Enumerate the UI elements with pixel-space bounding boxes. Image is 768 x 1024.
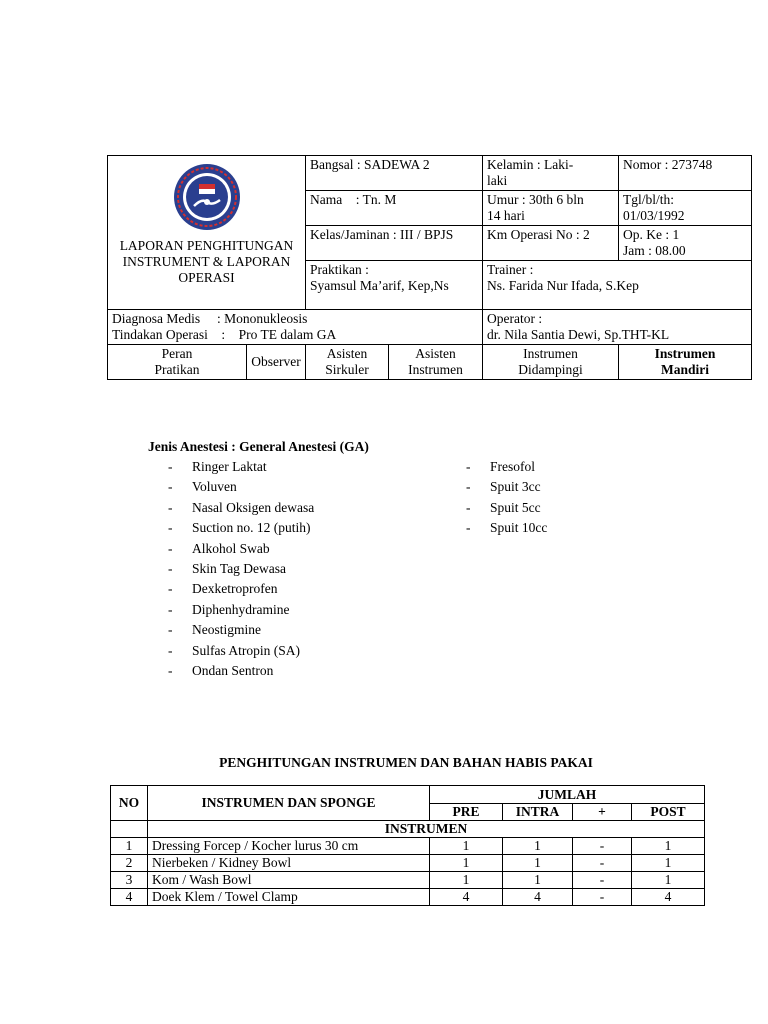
- row-number: 2: [111, 855, 148, 872]
- table-row: [111, 872, 705, 889]
- list-dash: -: [168, 540, 173, 556]
- row-pre-count: 1: [430, 855, 503, 872]
- header-table: [107, 155, 752, 380]
- operating-room-field: [483, 226, 619, 261]
- list-dash: -: [466, 520, 471, 536]
- anesthesia-item-label: Spuit 5cc: [490, 499, 541, 515]
- anesthesia-item: [148, 539, 448, 559]
- row-pre-count: 4: [430, 889, 503, 906]
- anesthesia-item: [148, 457, 448, 477]
- record-number-text: Nomor : 273748: [623, 157, 713, 172]
- list-dash: -: [168, 459, 173, 474]
- anesthesia-item-label: Spuit 3cc: [490, 479, 541, 495]
- class-insurance-text: Kelas/Jaminan : III / BPJS: [310, 227, 454, 242]
- operating-room-text: Km Operasi No : 2: [487, 227, 590, 242]
- table-row: [111, 838, 705, 855]
- anesthesia-item-label: Spuit 10cc: [490, 520, 548, 536]
- role-instrument-assistant: Asisten Instrumen: [389, 345, 483, 380]
- row-pre-count: 1: [430, 838, 503, 855]
- gender-field: Kelamin : Laki- laki: [483, 156, 619, 191]
- anesthesia-item: [148, 579, 448, 599]
- col-no-header: NO: [111, 786, 148, 821]
- row-plus-count: -: [573, 855, 632, 872]
- trainer-field: Trainer : Ns. Farida Nur Ifada, S.Kep: [483, 261, 752, 310]
- logo-title-cell: [108, 156, 306, 310]
- record-number-field: [619, 156, 752, 191]
- col-item-header: INSTRUMEN DAN SPONGE: [148, 786, 430, 821]
- instrument-section-label: INSTRUMEN: [148, 821, 705, 838]
- row-number: 3: [111, 872, 148, 889]
- row-plus-count: -: [573, 889, 632, 906]
- col-pre-header: PRE: [430, 804, 503, 821]
- anesthesia-item: [148, 620, 448, 640]
- role-independent-instrument: Instrumen Mandiri: [619, 345, 752, 380]
- operator-field: Operator : dr. Nila Santia Dewi, Sp.THT-KL: [483, 310, 752, 345]
- anesthesia-item-label: Diphenhydramine: [192, 601, 290, 617]
- row-item-name: Dressing Forcep / Kocher lurus 30 cm: [148, 838, 430, 855]
- row-item-name: Kom / Wash Bowl: [148, 872, 430, 889]
- list-dash: -: [168, 479, 173, 495]
- anesthesia-list-right: [446, 457, 646, 539]
- row-item-name: Nierbeken / Kidney Bowl: [148, 855, 430, 872]
- list-dash: -: [466, 459, 471, 474]
- list-dash: -: [466, 499, 471, 515]
- list-dash: -: [168, 662, 173, 678]
- col-plus-header: +: [573, 804, 632, 821]
- anesthesia-item-label: Suction no. 12 (putih): [192, 520, 311, 536]
- list-dash: -: [168, 499, 173, 515]
- anesthesia-item-label: Neostigmine: [192, 622, 261, 638]
- table-row: [111, 889, 705, 906]
- role-observer: Observer: [247, 345, 306, 380]
- row-post-count: 1: [632, 855, 705, 872]
- anesthesia-item: [148, 559, 448, 579]
- anesthesia-item: [148, 518, 448, 538]
- row-plus-count: -: [573, 872, 632, 889]
- birth-date-field: Tgl/bl/th: 01/03/1992: [619, 191, 752, 226]
- anesthesia-item: [148, 477, 448, 497]
- anesthesia-item-label: Nasal Oksigen dewasa: [192, 499, 315, 515]
- anesthesia-section: [148, 437, 648, 678]
- list-dash: -: [168, 601, 173, 617]
- list-dash: -: [168, 642, 173, 658]
- row-post-count: 4: [632, 889, 705, 906]
- anesthesia-item: [446, 498, 646, 518]
- row-item-name: Doek Klem / Towel Clamp: [148, 889, 430, 906]
- row-intra-count: 1: [503, 872, 573, 889]
- name-text: Nama : Tn. M: [310, 192, 397, 207]
- col-post-header: POST: [632, 804, 705, 821]
- class-insurance-field: [306, 226, 483, 261]
- col-intra-header: INTRA: [503, 804, 573, 821]
- list-dash: -: [466, 479, 471, 495]
- anesthesia-item-label: Alkohol Swab: [192, 540, 270, 556]
- instrument-rows: [111, 838, 705, 906]
- anesthesia-item-label: Skin Tag Dewasa: [192, 560, 287, 576]
- col-total-header: JUMLAH: [430, 786, 705, 804]
- anesthesia-item-label: Sulfas Atropin (SA): [192, 642, 300, 658]
- row-intra-count: 1: [503, 838, 573, 855]
- list-dash: -: [168, 581, 173, 597]
- list-dash: -: [168, 622, 173, 638]
- anesthesia-item-label: Dexketroprofen: [192, 581, 278, 597]
- report-title: LAPORAN PENGHITUNGAN INSTRUMENT & LAPORAN OPERASI: [119, 238, 294, 285]
- row-number: 4: [111, 889, 148, 906]
- row-plus-count: -: [573, 838, 632, 855]
- row-intra-count: 1: [503, 855, 573, 872]
- diagnosis-field: Diagnosa Medis : Mononukleosis Tindakan Operasi : Pro TE dalam GA: [108, 310, 483, 345]
- operation-count-field: Op. Ke : 1 Jam : 08.00: [619, 226, 752, 261]
- ward-text: Bangsal : SADEWA 2: [310, 157, 430, 172]
- anesthesia-item: [148, 641, 448, 661]
- anesthesia-item: [446, 518, 646, 538]
- section-spacer-cell: [111, 821, 148, 838]
- anesthesia-heading: Jenis Anestesi : General Anestesi (GA): [148, 439, 369, 454]
- list-dash: -: [168, 520, 173, 536]
- practitioner-field: Praktikan : Syamsul Ma’arif, Kep,Ns: [306, 261, 483, 310]
- role-supervised-instrument: Instrumen Didampingi: [483, 345, 619, 380]
- row-pre-count: 1: [430, 872, 503, 889]
- anesthesia-item-label: Ringer Laktat: [192, 459, 267, 474]
- instrument-section-title: PENGHITUNGAN INSTRUMEN DAN BAHAN HABIS PAKAI: [219, 755, 593, 770]
- row-post-count: 1: [632, 872, 705, 889]
- anesthesia-item: [148, 661, 448, 681]
- anesthesia-item-label: Voluven: [192, 479, 237, 495]
- anesthesia-item: [148, 498, 448, 518]
- instrument-count-table: [110, 785, 705, 906]
- row-number: 1: [111, 838, 148, 855]
- anesthesia-item-label: Ondan Sentron: [192, 662, 274, 678]
- role-practitioner: Peran Pratikan: [108, 345, 247, 380]
- row-intra-count: 4: [503, 889, 573, 906]
- row-post-count: 1: [632, 838, 705, 855]
- anesthesia-item: [446, 457, 646, 477]
- anesthesia-item: [148, 600, 448, 620]
- organization-logo-icon: [172, 162, 242, 232]
- role-circulating-assistant: Asisten Sirkuler: [306, 345, 389, 380]
- age-field: Umur : 30th 6 bln 14 hari: [483, 191, 619, 226]
- anesthesia-list-left: [148, 457, 448, 681]
- name-field: [306, 191, 483, 226]
- list-dash: -: [168, 560, 173, 576]
- ward-field: [306, 156, 483, 191]
- anesthesia-item-label: Fresofol: [490, 459, 535, 474]
- anesthesia-item: [446, 477, 646, 497]
- table-row: [111, 855, 705, 872]
